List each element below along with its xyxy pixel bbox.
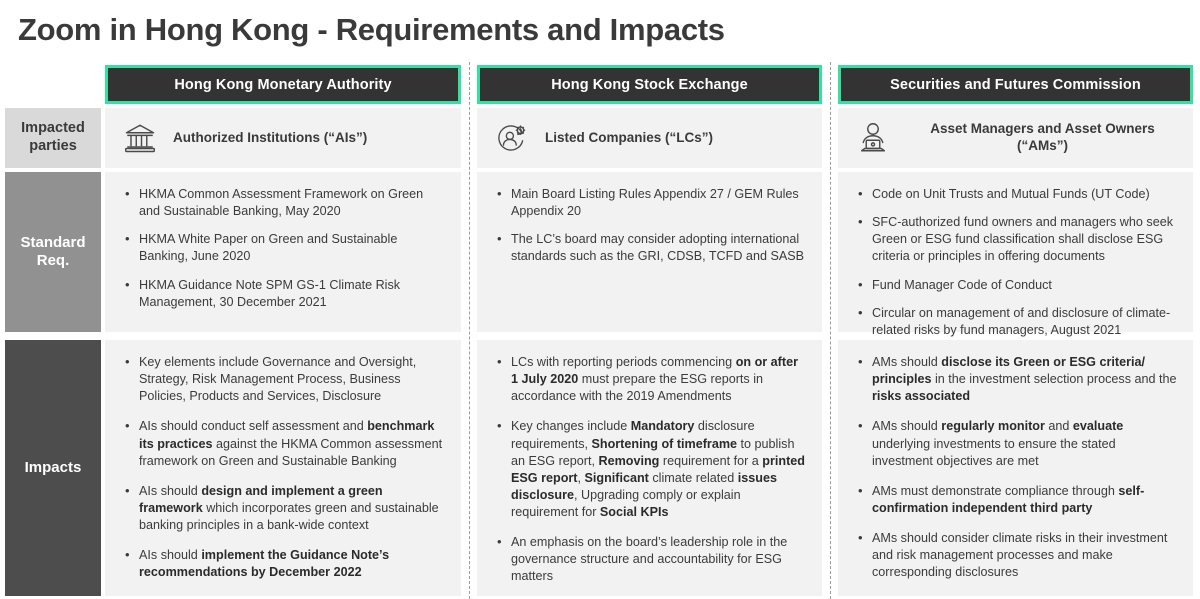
cell-parties-hkma [105,108,461,168]
cell-impacts-sfc [838,340,1193,596]
impacts-list-hkma [105,340,461,599]
list-item: • HKMA White Paper on Green and Sustainable Banking, June 2020 [125,231,445,265]
list-item: • An emphasis on the board’s leadership role in the governance structure and accountability for ESG matters [497,534,806,585]
row-label-impacts: Impacts [5,340,101,596]
comparison-grid [0,62,1200,599]
list-item: • Key elements include Governance and Oversight, Strategy, Risk Management Process, Business Policies, Products and Services, Disclosure [125,354,445,405]
user-gear-circle-icon [491,117,533,159]
party-label-hkex: Listed Companies (“LCs”) [545,129,714,145]
cell-impacts-hkma [105,340,461,596]
list-item: • The LC’s board may consider adopting international standards such as the GRI, CDSB, TCFD and SASB [497,231,806,265]
cell-standard-hkex [477,172,822,332]
list-item: • SFC-authorized fund owners and managers who seek Green or ESG fund classification shall disclose ESG criteria or principles in offering documents [858,214,1177,265]
list-item: • Key changes include Mandatory disclosure requirements, Shortening of timeframe to publish an ESG report, Removing requirement for a printed ESG report, Significant climate related issues disclosure, Upgrading comply or explain requirement for Social KPIs [497,418,806,521]
impacts-list-hkex [477,340,822,599]
column-header-hkex: Hong Kong Stock Exchange [477,65,822,104]
column-separator-1 [469,62,470,599]
cell-parties-sfc [838,108,1193,168]
person-laptop-icon [852,117,894,159]
bank-institution-icon [119,117,161,159]
cell-parties-hkex [477,108,822,168]
list-item: • Main Board Listing Rules Appendix 27 / GEM Rules Appendix 20 [497,186,806,220]
cell-standard-sfc [838,172,1193,337]
list-item: • AIs should design and implement a green framework which incorporates green and sustainable banking principles in a bank-wide context [125,483,445,534]
list-item: • AMs should disclose its Green or ESG criteria/ principles in the investment selection process and the risks associated [858,354,1177,405]
list-item: • Circular on management of and disclosure of climate-related risks by fund managers, August 2021 [858,305,1177,339]
list-item: • HKMA Guidance Note SPM GS-1 Climate Risk Management, 30 December 2021 [125,277,445,311]
column-header-sfc: Securities and Futures Commission [838,65,1193,104]
list-item: • Fund Manager Code of Conduct [858,277,1177,294]
impacts-list-sfc [838,340,1193,599]
list-item: • AIs should implement the Guidance Note’s recommendations by December 2022 [125,547,445,581]
cell-standard-hkma [105,172,461,332]
list-item: • HKMA Common Assessment Framework on Green and Sustainable Banking, May 2020 [125,186,445,220]
column-header-row [0,62,1200,106]
column-separator-2 [830,62,831,599]
list-item: • AMs should regularly monitor and evaluate underlying investments to ensure the stated investment objectives are met [858,418,1177,469]
standard-req-list-hkma [105,172,461,332]
row-label-standard-req: Standard Req. [5,172,101,332]
list-item: • AMs must demonstrate compliance through self-confirmation independent third party [858,483,1177,517]
cell-impacts-hkex [477,340,822,596]
column-header-hkma: Hong Kong Monetary Authority [105,65,461,104]
list-item: • AIs should conduct self assessment and benchmark its practices against the HKMA Common assessment framework on Green and Sustainable Banking [125,418,445,469]
list-item: • LCs with reporting periods commencing on or after 1 July 2020 must prepare the ESG reports in accordance with the 2019 Amendments [497,354,806,405]
standard-req-list-sfc [838,172,1193,360]
standard-req-list-hkex [477,172,822,287]
page-title: Zoom in Hong Kong - Requirements and Impacts [18,12,725,47]
party-label-sfc: Asset Managers and Asset Owners (“AMs”) [930,121,1155,153]
row-label-impacted-parties: Impacted parties [5,108,101,168]
list-item: • AMs should consider climate risks in their investment and risk management processes and make corresponding disclosures [858,530,1177,581]
list-item: • Code on Unit Trusts and Mutual Funds (UT Code) [858,186,1177,203]
party-label-hkma: Authorized Institutions (“AIs”) [173,129,368,145]
